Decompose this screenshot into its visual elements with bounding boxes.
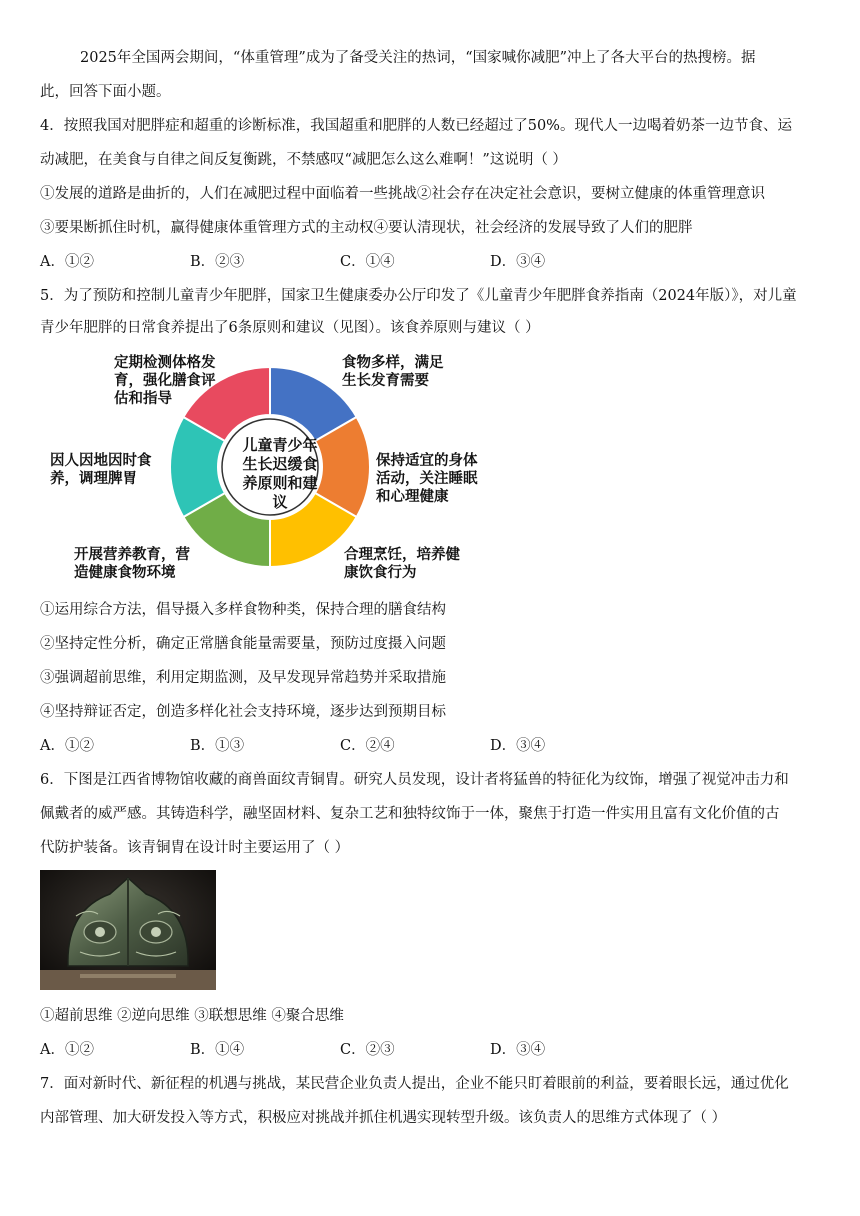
q5-stem-line-1: 5．为了预防和控制儿童青少年肥胖，国家卫生健康委办公厅印发了《儿童青少年肥胖食养指南（2024年版）》，对儿童 (40, 288, 797, 304)
q5-option-d[interactable]: D．③④ (490, 738, 546, 754)
q6-stem-line-2: 佩戴者的威严感。其铸造科学，融坚固材料、复杂工艺和独特纹饰于一体，聚焦于打造一件实用且富有文化价值的古 (40, 806, 780, 822)
q4-option-b[interactable]: B．②③ (190, 254, 245, 270)
intro-line-2: 此，回答下面小题。 (40, 84, 171, 100)
q6-stem-line-3: 代防护装备。该青铜胄在设计时主要运用了（ ） (40, 840, 350, 856)
q7-stem-line-1: 7．面对新时代、新征程的机遇与挑战，某民营企业负责人提出，企业不能只盯着眼前的利益，要着眼长远，通过优化 (40, 1076, 789, 1092)
q7-stem-line-2: 内部管理、加大研发投入等方式，积极应对挑战并抓住机遇实现转型升级。该负责人的思维方式体现了（ ） (40, 1110, 727, 1126)
q4-item-2: ③要果断抓住时机，赢得健康体重管理方式的主动权④要认清现状，社会经济的发展导致了人们的肥胖 (40, 220, 693, 236)
q6-option-b[interactable]: B．①④ (190, 1042, 245, 1058)
q5-stem-line-2: 青少年肥胖的日常食养提出了6条原则和建议（见图）。该食养原则与建议（ ） (40, 320, 540, 336)
q6-thinking-items: ①超前思维 ②逆向思维 ③联想思维 ④聚合思维 (40, 1008, 344, 1024)
q6-option-d[interactable]: D．③④ (490, 1042, 546, 1058)
q6-stem-line-1: 6．下图是江西省博物馆收藏的商兽面纹青铜胄。研究人员发现，设计者将猛兽的特征化为纹饰，增强了视觉冲击力和 (40, 772, 789, 788)
diagram-center-title: 儿童青少年 生长迟缓食 养原则和建 议 (242, 436, 318, 511)
q5-option-c[interactable]: C．②④ (340, 738, 395, 754)
q6-option-a[interactable]: A．①② (40, 1042, 94, 1058)
q5-item-3: ③强调超前思维，利用定期监测，及早发现异常趋势并采取措施 (40, 670, 446, 686)
q5-item-1: ①运用综合方法，倡导摄入多样食物种类，保持合理的膳食结构 (40, 602, 446, 618)
label-tailored-diet: 因人因地因时食 养，调理脾胃 (50, 453, 152, 487)
q4-stem-line-1: 4．按照我国对肥胖症和超重的诊断标准，我国超重和肥胖的人数已经超过了50%。现代人一边喝着奶茶一边节食、运 (40, 118, 792, 134)
label-physical-activity: 保持适宜的身体 活动，关注睡眠 和心理健康 (376, 453, 478, 505)
q5-item-4: ④坚持辩证否定，创造多样化社会支持环境，逐步达到预期目标 (40, 704, 446, 720)
q4-item-1: ①发展的道路是曲折的，人们在减肥过程中面临着一些挑战②社会存在决定社会意识，要树立健康的体重管理意识 (40, 186, 765, 202)
label-healthy-cooking: 合理烹饪，培养健 康饮食行为 (344, 547, 460, 581)
label-regular-monitoring: 定期检测体格发 育，强化膳食评 估和指导 (114, 355, 216, 407)
q4-option-d[interactable]: D．③④ (490, 254, 546, 270)
q5-item-2: ②坚持定性分析，确定正常膳食能量需要量，预防过度摄入问题 (40, 636, 446, 652)
label-nutrition-education: 开展营养教育，营 造健康食物环境 (74, 547, 190, 581)
q5-option-b[interactable]: B．①③ (190, 738, 245, 754)
q6-option-c[interactable]: C．②③ (340, 1042, 395, 1058)
label-diverse-food: 食物多样，满足 生长发育需要 (342, 355, 444, 389)
q5-option-a[interactable]: A．①② (40, 738, 94, 754)
q4-stem-line-2: 动减肥，在美食与自律之间反复衡跳，不禁感叹“减肥怎么这么难啊！”这说明（ ） (40, 152, 567, 168)
bronze-helmet-photo (40, 870, 216, 990)
q5-principles-diagram (40, 350, 490, 588)
intro-line-1: 2025年全国两会期间，“体重管理”成为了备受关注的热词，“国家喊你减肥”冲上了各大平台的热搜榜。据 (80, 50, 756, 66)
q4-option-a[interactable]: A．①② (40, 254, 94, 270)
q4-option-c[interactable]: C．①④ (340, 254, 395, 270)
